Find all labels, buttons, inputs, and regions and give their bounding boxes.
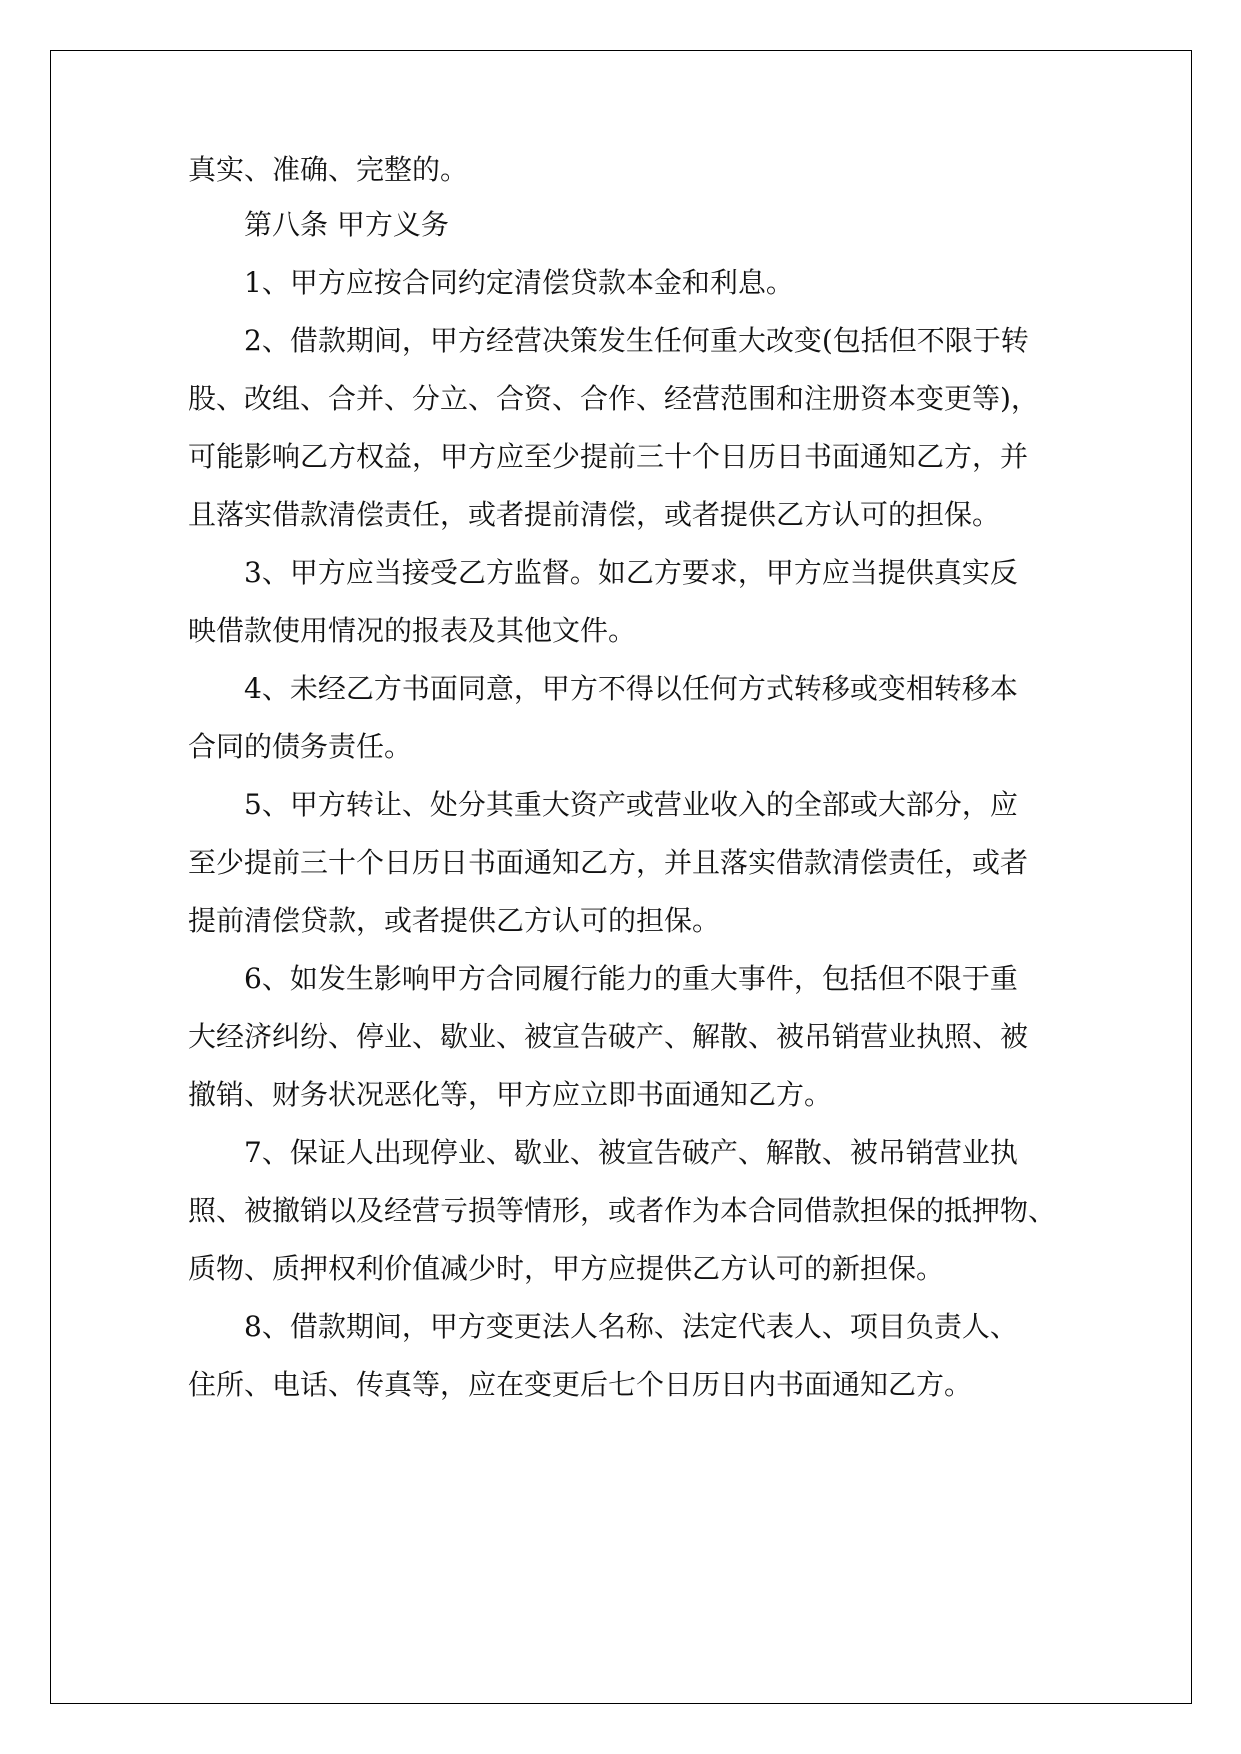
- text-line: 至少提前三十个日历日书面通知乙方，并且落实借款清偿责任，或者: [188, 846, 1029, 879]
- text-line: 撤销、财务状况恶化等，甲方应立即书面通知乙方。: [188, 1078, 833, 1111]
- text-line: 5、甲方转让、处分其重大资产或营业收入的全部或大部分，应: [244, 788, 1018, 821]
- text-line: 大经济纠纷、停业、歇业、被宣告破产、解散、被吊销营业执照、被: [188, 1020, 1029, 1053]
- text-line: 7、保证人出现停业、歇业、被宣告破产、解散、被吊销营业执: [244, 1136, 1018, 1169]
- text-line: 照、被撤销以及经营亏损等情形，或者作为本合同借款担保的抵押物、: [188, 1194, 1057, 1227]
- text-line: 1、甲方应按合同约定清偿贷款本金和利息。: [244, 266, 794, 299]
- text-line: 住所、电话、传真等，应在变更后七个日历日内书面通知乙方。: [188, 1368, 973, 1401]
- text-line: 提前清偿贷款，或者提供乙方认可的担保。: [188, 904, 721, 937]
- text-line: 2、借款期间，甲方经营决策发生任何重大改变(包括但不限于转: [244, 324, 1029, 357]
- text-line: 真实、准确、完整的。: [188, 153, 469, 186]
- section-heading: 第八条 甲方义务: [244, 208, 449, 241]
- text-line: 3、甲方应当接受乙方监督。如乙方要求，甲方应当提供真实反: [244, 556, 1018, 589]
- text-line: 质物、质押权利价值减少时，甲方应提供乙方认可的新担保。: [188, 1252, 945, 1285]
- text-line: 4、未经乙方书面同意，甲方不得以任何方式转移或变相转移本: [244, 672, 1018, 705]
- text-line: 且落实借款清偿责任，或者提前清偿，或者提供乙方认可的担保。: [188, 498, 1001, 531]
- text-line: 可能影响乙方权益，甲方应至少提前三十个日历日书面通知乙方，并: [188, 440, 1029, 473]
- text-line: 合同的债务责任。: [188, 730, 413, 763]
- text-line: 股、改组、合并、分立、合资、合作、经营范围和注册资本变更等)，: [188, 382, 1039, 415]
- text-line: 映借款使用情况的报表及其他文件。: [188, 614, 637, 647]
- text-line: 8、借款期间，甲方变更法人名称、法定代表人、项目负责人、: [244, 1310, 1018, 1343]
- text-line: 6、如发生影响甲方合同履行能力的重大事件，包括但不限于重: [244, 962, 1018, 995]
